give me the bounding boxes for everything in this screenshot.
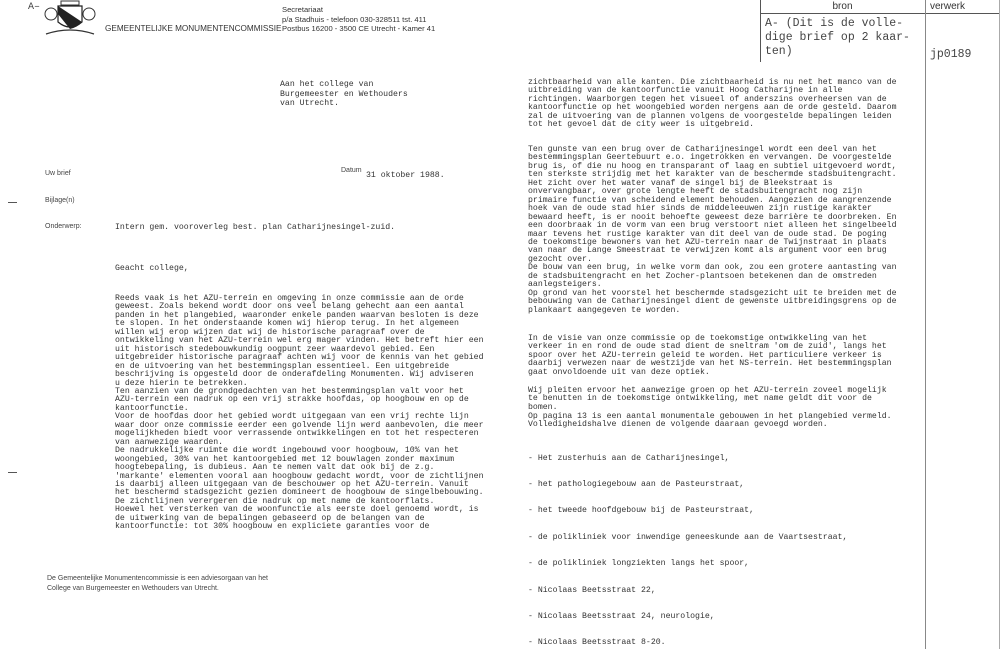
list-item: - het pathologiegebouw aan de Pasteurstraat, bbox=[528, 479, 745, 489]
secretariat-line: Postbus 16200 - 3500 CE Utrecht - Kamer 41 bbox=[282, 24, 436, 33]
list-item: - Het zusterhuis aan de Catharijnesingel, bbox=[528, 453, 730, 463]
letter-body-page-1: Reeds vaak is het AZU-terrein en omgeving in onze commissie aan de orde geweest. Zoals bekend wordt door ons veel belang gehecht aan een aantal panden in het plangebied, waaronder enkele panden waarvan besloten is deze te slopen. In het onderstaande komen wij hierop terug. In het algemeen willen wij erop wijzen dat wij de historische paragraaf over de ontwikkeling van het AZU-terrein wel erg mager vinden. Het betreft hier een uit historisch stedebouwkundig oogpunt zeer waardevol gebied. Een uitgebreider historische paragraaf achten wij voor de kennis van het gebied en de uitvoering van het bestemmingsplan essentieel. Een uitgebreide beschrijving is opgesteld door de onderafdeling Monumenten. Wij adviseren u deze hierin te betrekken. Ten aanzien van de grondgedachten van het bestemmingsplan valt voor het AZU-terrein een nadruk op een vrij strakke hoofdas, op hoogbouw en op de kantoorfunctie. Voor de hoofdas door het gebied wordt uitgegaan van een vrij rechte lijn waar door onze commissie eerder een golvende lijn werd aanbevolen, die meer mogelijkheden biedt voor verrassende ontwikkelingen en tot het respecteren van aanwezige waarden. De nadrukkelijke ruimte die wordt ingebouwd voor hoogbouw, 10% van het woongebied, 30% van het kantoorgebied met 12 bouwlagen zonder maximum hoogtebepaling, is dubieus. Aan te nemen valt dat ook bij de z.g. 'markante' elementen vooral aan hoogbouw gedacht wordt, voor de zichtlijnen is daarbij alleen uitgegaan van de beschouwer op het AZU-terrein. Vanuit het beschermd stadsgezicht gezien domineert de hoogbouw de singelbebouwing. De zichtlijnen verergeren die nadruk op met name de kantoorflats. Hoewel het versterken van de woonfunctie als eerste doel genoemd wordt, is de uitwerking van de bepalingen gebaseerd op de belangen van de kantoorfunctie: tot 30% hoogbouw en expliciete garanties voor de bbox=[115, 294, 484, 532]
date-label: Datum bbox=[341, 167, 362, 174]
archive-source-note: A- (Dit is de volle- dige brief op 2 kaar- ten) bbox=[765, 17, 910, 58]
list-item: - het tweede hoofdgebouw bij de Pasteurstraat, bbox=[528, 506, 755, 516]
date-value: 31 oktober 1988. bbox=[366, 171, 445, 180]
fold-mark bbox=[8, 202, 17, 203]
letter-paragraph: Op pagina 13 is een aantal monumentale gebouwen in het plangebied vermeld. Volledigheidshalve dienen de volgende daaraan gevoegd worden. bbox=[528, 412, 892, 430]
list-item: - Nicolaas Beetsstraat 24, neurologie, bbox=[528, 611, 715, 621]
addressee: Aan het college van Burgemeester en Wethouders van Utrecht. bbox=[280, 80, 408, 108]
page-mark: A– bbox=[28, 2, 41, 13]
secretariat-line: p/a Stadhuis - telefoon 030-328511 tst. 411 bbox=[282, 14, 427, 24]
attachments-label: Bijlage(n) bbox=[45, 197, 75, 204]
buildings-list bbox=[528, 437, 847, 657]
fold-mark bbox=[8, 472, 17, 473]
letter-paragraph: In de visie van onze commissie op de toekomstige ontwikkeling van het verkeer in en rond de oude stad dient de sneltram 'om de zuid', langs het spoor over het AZU-terrein geleid te worden. Het particuliere verkeer is daarbij verwezen naar de westzijde van het NS-terrein. Het bestemmingsplan gaat onvoldoende uit van deze optiek. bbox=[528, 334, 892, 377]
your-letter-label: Uw brief bbox=[45, 170, 71, 177]
list-item: - Nicolaas Beetsstraat 22, bbox=[528, 585, 656, 595]
list-item: - de polikliniek longziekten langs het spoor, bbox=[528, 559, 750, 569]
letter-paragraph: zichtbaarheid van alle kanten. Die zichtbaarheid is nu net het manco van de uitbreiding van de kantoorfunctie vanuit Hoog Catharijne in alle richtingen. Waarborgen tegen het visueel of anderszins overheersen van de kantoorfunctie op het woongebied worden nergens aan de orde gesteld. Daarom zal de uitvoering van de plannen volgens de voorgestelde bepalingen leiden tot het gevoel dat de city weer is uitgebreid. bbox=[528, 78, 897, 130]
subject-label: Onderwerp: bbox=[45, 223, 82, 230]
salutation: Geacht college, bbox=[115, 264, 189, 273]
archive-code: jp0189 bbox=[930, 48, 972, 61]
archive-processed-header: verwerk bbox=[930, 1, 966, 12]
letter-paragraph: Ten gunste van een brug over de Catharijnesingel wordt een deel van het bestemmingsplan Geertebuurt e.o. ingetrokken en vervangen. De voorgestelde brug is, of die nu hoog en transparant of laag en subtiel uitgevoerd wordt, ten sterkste strijdig met het karakter van de beschermde stadsbuitengracht. Het zicht over het water vanaf de singel bij de Bleekstraat is onvervangbaar, over grote lengte heeft de stadsbuitengracht nog zijn primaire functie van scheidend element behouden. Aangezien de aangrenzende hoek van de oude stad hier sinds de middeleeuwen zijn rustige karakter bewaard heeft, is er nooit behoefte geweest deze barrière te doorbreken. En een doorbraak in de vorm van een brug verstoort niet alleen het singelbeeld maar tevens het rustige karakter van dit deel van de oude stad. De poging de toekomstige bewoners van het AZU-terrein naar de Twijnstraat in plaats van naar de Lange Smeestraat te verwijzen komt als argument voor een brug gezocht over. De bouw van een brug, in welke vorm dan ook, zou een grotere aantasting van de stadsbuitengracht en het Zocher-plantsoen betekenen dan de omstreden aanlegsteigers. Op grond van het voorstel het beschermde stadsgezicht uit te breiden met de bebouwing van de Catharijnesingel dient de gewenste uitbreidingsgrens op de plankaart aangegeven te worden. bbox=[528, 145, 897, 315]
organization-name: GEMEENTELIJKE MONUMENTENCOMMISSIE bbox=[105, 24, 282, 33]
coat-of-arms-logo bbox=[44, 0, 96, 36]
letter-paragraph: Wij pleiten ervoor het aanwezige groen op het AZU-terrein zoveel mogelijk te benutten in de toekomstige ontwikkeling, met name geldt dit voor de bomen. bbox=[528, 386, 887, 412]
footer-note: De Gemeentelijke Monumentencommissie is een adviesorgaan van het College van Burgemeester en Wethouders van Utrecht. bbox=[47, 575, 269, 592]
secretariat-line: Secretariaat bbox=[282, 5, 323, 14]
subject-value: Intern gem. vooroverleg best. plan Catharijnesingel-zuid. bbox=[115, 223, 396, 232]
secretariat-address bbox=[282, 5, 435, 34]
list-item: - de polikliniek voor inwendige geneeskunde aan de Vaartsestraat, bbox=[528, 532, 848, 542]
list-item: - Nicolaas Beetsstraat 8-20. bbox=[528, 638, 666, 648]
archive-source-header: bron bbox=[832, 1, 853, 12]
